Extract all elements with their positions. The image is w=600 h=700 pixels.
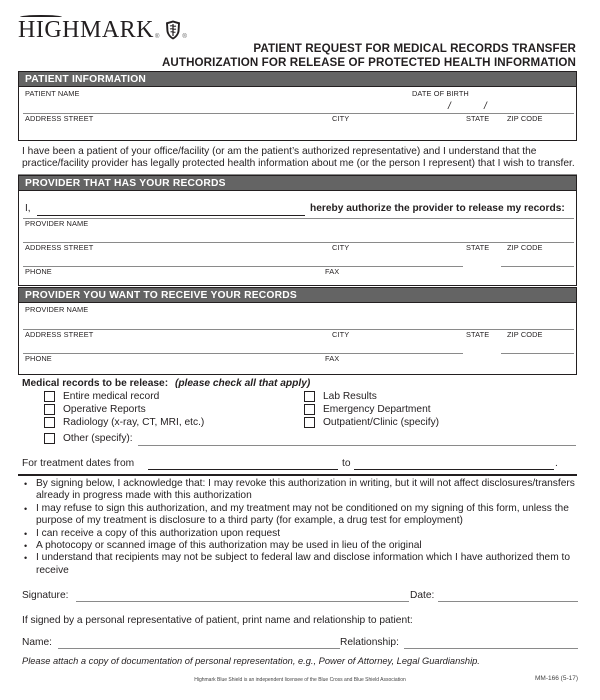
form-number: MM-166 (5-17) (535, 675, 578, 682)
other-specify-input[interactable] (138, 445, 576, 446)
patient-name-rule (23, 113, 574, 114)
patient-state-input[interactable] (463, 123, 503, 139)
provider-from-phone-label: PHONE (25, 267, 52, 276)
date-of-birth-input[interactable] (417, 97, 573, 112)
provider-to-address-label: ADDRESS STREET (25, 330, 94, 339)
acknowledgement-item: • I can receive a copy of this authorization upon request (24, 528, 584, 540)
provider-from-zip-label: ZIP CODE (507, 243, 543, 252)
provider-to-city-input[interactable] (329, 339, 459, 352)
logo-swoosh-icon (20, 15, 62, 19)
blue-shield-caduceus-icon (165, 20, 181, 40)
rep-name-label: Name: (22, 637, 53, 648)
provider-to-address-rule (23, 353, 463, 354)
licensee-footer: Highmark Blue Shield is an independent licensee of the Blue Cross and Blue Shield Association (194, 677, 406, 683)
state-label: STATE (466, 114, 490, 123)
provider-to-section (18, 287, 577, 375)
logo-wordmark (18, 18, 154, 42)
provider-from-zip-rule (501, 266, 574, 267)
treatment-dates-from-label: For treatment dates from (22, 458, 135, 469)
authorize-statement: hereby authorize the provider to release my records: (310, 203, 565, 214)
section-header-provider-from: PROVIDER THAT HAS YOUR RECORDS (19, 176, 576, 191)
provider-to-phone-label: PHONE (25, 354, 52, 363)
provider-from-state-input[interactable] (463, 252, 503, 265)
checkbox-label: Entire medical record (63, 391, 160, 402)
acknowledgements-list (24, 478, 584, 577)
section-header-provider-to: PROVIDER YOU WANT TO RECEIVE YOUR RECORDS (19, 288, 576, 303)
authorizer-name-input[interactable] (37, 215, 305, 216)
treatment-date-to-input[interactable] (354, 469, 554, 470)
patient-city-input[interactable] (329, 123, 459, 139)
provider-to-fax-input[interactable] (323, 362, 573, 374)
patient-name-label: PATIENT NAME (25, 89, 80, 98)
patient-zip-input[interactable] (505, 123, 573, 139)
dob-separator-1: / (448, 101, 451, 112)
checkbox-label: Emergency Department (323, 404, 431, 415)
checkbox-radiology[interactable] (44, 417, 204, 428)
provider-to-city-label: CITY (332, 330, 350, 339)
representative-instruction: If signed by a personal representative of patient, print name and relationship to patient: (22, 615, 413, 626)
authorize-i-prefix: I, (25, 203, 31, 214)
checkbox-box[interactable] (44, 433, 55, 444)
checkbox-label: Outpatient/Clinic (specify) (323, 417, 440, 428)
provider-from-city-label: CITY (332, 243, 350, 252)
form-title-line1: PATIENT REQUEST FOR MEDICAL RECORDS TRANSFER (253, 42, 576, 55)
checkbox-outpatient-clinic[interactable] (304, 417, 439, 428)
rep-name-input[interactable] (58, 648, 340, 649)
form-title-line2: AUTHORIZATION FOR RELEASE OF PROTECTED HEALTH INFORMATION (161, 56, 576, 69)
checkbox-label: Operative Reports (63, 404, 146, 415)
provider-to-phone-input[interactable] (23, 362, 313, 374)
checkbox-box[interactable] (44, 417, 55, 428)
highmark-logo (18, 16, 187, 44)
records-heading-text: Medical records to be release: (22, 378, 169, 389)
checkbox-box[interactable] (304, 417, 315, 428)
authorize-rule (23, 218, 574, 219)
records-heading-note: (please check all that apply) (174, 378, 311, 389)
provider-from-name-rule (23, 242, 574, 243)
relationship-label: Relationship: (340, 637, 399, 648)
treatment-dates-period: . (555, 458, 558, 469)
provider-to-zip-label: ZIP CODE (507, 330, 543, 339)
provider-from-city-input[interactable] (329, 252, 459, 265)
provider-to-state-input[interactable] (463, 339, 503, 352)
acknowledgement-item: • I understand that recipients may not be subject to federal law and disclose information which I have authorized them to receive (24, 552, 584, 577)
provider-to-zip-rule (501, 353, 574, 354)
signature-label: Signature: (22, 590, 69, 601)
provider-to-zip-input[interactable] (505, 339, 573, 352)
registered-mark: ® (155, 34, 160, 40)
signature-input[interactable] (76, 601, 409, 602)
records-heading (22, 378, 310, 389)
acknowledgement-item: • I may refuse to sign this authorization, and my treatment may not be conditioned on my signing of this form, unless the purpose of my treatment is disclosure to a third party (for example, a drug test for employment) (24, 503, 584, 528)
provider-to-state-label: STATE (466, 330, 490, 339)
checkbox-entire-medical-record[interactable] (44, 391, 159, 402)
checkbox-label: Lab Results (323, 391, 377, 402)
provider-from-state-label: STATE (466, 243, 490, 252)
acknowledgement-item: • By signing below, I acknowledge that: I may revoke this authorization in writing, but it will not affect disclosures/transfers already in progress made with this authorization (24, 478, 584, 503)
provider-to-name-rule (23, 329, 574, 330)
checkbox-box[interactable] (44, 404, 55, 415)
provider-to-address-input[interactable] (23, 339, 323, 352)
provider-from-address-input[interactable] (23, 252, 323, 265)
registered-mark-shield: ® (182, 34, 187, 40)
checkbox-other[interactable] (44, 433, 133, 444)
attachment-note: Please attach a copy of documentation of personal representation, e.g., Power of Attorney, Legal Guardianship. (22, 656, 480, 666)
treatment-date-from-input[interactable] (148, 469, 338, 470)
checkbox-box[interactable] (304, 404, 315, 415)
zip-code-label: ZIP CODE (507, 114, 543, 123)
patient-address-input[interactable] (23, 123, 323, 139)
section-header-patient-information: PATIENT INFORMATION (19, 72, 576, 87)
city-label: CITY (332, 114, 350, 123)
relationship-input[interactable] (404, 648, 578, 649)
provider-to-name-label: PROVIDER NAME (25, 305, 89, 314)
provider-from-fax-label: FAX (325, 267, 340, 276)
provider-to-fax-label: FAX (325, 354, 340, 363)
provider-from-address-rule (23, 266, 463, 267)
checkbox-label: Other (specify): (63, 433, 133, 444)
treatment-dates-to-label: to (342, 458, 351, 469)
checkbox-label: Radiology (x-ray, CT, MRI, etc.) (63, 417, 205, 428)
checkbox-emergency-department[interactable] (304, 404, 431, 415)
provider-from-name-label: PROVIDER NAME (25, 219, 89, 228)
checkbox-lab-results[interactable] (304, 391, 377, 402)
address-street-label: ADDRESS STREET (25, 114, 94, 123)
signature-date-input[interactable] (438, 601, 578, 602)
patient-information-section (18, 71, 577, 141)
date-label: Date: (410, 590, 435, 601)
provider-from-section (18, 175, 577, 286)
checkbox-operative-reports[interactable] (44, 404, 146, 415)
patient-name-input[interactable] (23, 97, 415, 112)
provider-from-name-input[interactable] (23, 228, 573, 241)
provider-from-zip-input[interactable] (505, 252, 573, 265)
date-of-birth-label: DATE OF BIRTH (412, 89, 469, 98)
checkbox-box[interactable] (44, 391, 55, 402)
dob-separator-2: / (484, 101, 487, 112)
patient-statement: I have been a patient of your office/facility (or am the patient’s authorized representative) and I understand that the practice/facility provider has legally protected health information about me (or the person I represent) that I wish to transfer. (22, 146, 575, 170)
acknowledgements-divider (18, 474, 577, 476)
provider-from-fax-input[interactable] (323, 275, 573, 285)
checkbox-box[interactable] (304, 391, 315, 402)
logo-brand-text: HIGHMARK (18, 17, 154, 43)
provider-to-name-input[interactable] (23, 314, 573, 328)
acknowledgement-item: • A photocopy or scanned image of this authorization may be used in lieu of the original (24, 540, 584, 552)
provider-from-phone-input[interactable] (23, 275, 313, 285)
provider-from-address-label: ADDRESS STREET (25, 243, 94, 252)
